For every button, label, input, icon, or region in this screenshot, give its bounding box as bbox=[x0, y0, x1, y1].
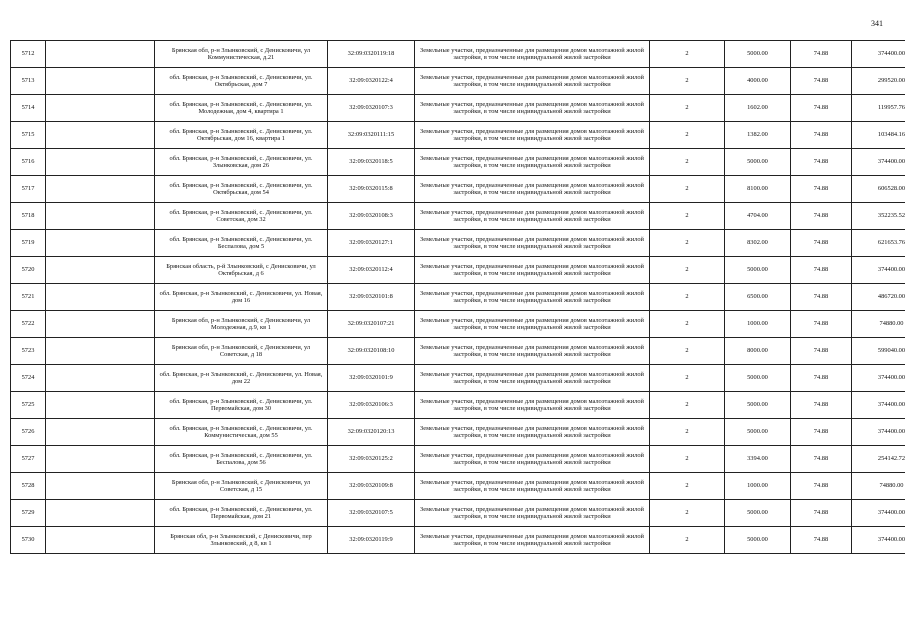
area-cell: 5000.00 bbox=[725, 419, 791, 446]
empty-cell bbox=[46, 284, 155, 311]
row-number: 5724 bbox=[11, 365, 46, 392]
permitted-use-cell: Земельные участки, предназначенные для размещения домов малоэтажной жилой застройки, в том числе индивидуальной жилой застройки bbox=[415, 392, 650, 419]
permitted-use-cell: Земельные участки, предназначенные для размещения домов малоэтажной жилой застройки, в том числе индивидуальной жилой застройки bbox=[415, 122, 650, 149]
category-cell: 2 bbox=[650, 392, 725, 419]
empty-cell bbox=[46, 365, 155, 392]
permitted-use-cell: Земельные участки, предназначенные для размещения домов малоэтажной жилой застройки, в том числе индивидуальной жилой застройки bbox=[415, 257, 650, 284]
cadastral-number-cell: 32:09:0320118:5 bbox=[328, 149, 415, 176]
specific-value-cell: 74.88 bbox=[791, 68, 852, 95]
area-cell: 5000.00 bbox=[725, 257, 791, 284]
cadastral-value-cell: 374400.00 bbox=[852, 41, 905, 68]
cadastral-value-cell: 254142.72 bbox=[852, 446, 905, 473]
cadastral-value-cell: 299520.00 bbox=[852, 68, 905, 95]
area-cell: 1382.00 bbox=[725, 122, 791, 149]
area-cell: 5000.00 bbox=[725, 149, 791, 176]
table-row bbox=[11, 95, 905, 122]
address-cell: обл. Брянская, р-н Злынковский, с. Денисковичи, ул. Злынковская, дом 26 bbox=[155, 149, 328, 176]
cadastral-value-cell: 103484.16 bbox=[852, 122, 905, 149]
cadastral-number-cell: 32:09:0320101:9 bbox=[328, 365, 415, 392]
table-row bbox=[11, 176, 905, 203]
cadastral-value-cell: 374400.00 bbox=[852, 527, 905, 554]
address-cell: обл. Брянская, р-н Злынковский, с. Денисковичи, ул. Советская, дом 32 bbox=[155, 203, 328, 230]
permitted-use-cell: Земельные участки, предназначенные для размещения домов малоэтажной жилой застройки, в том числе индивидуальной жилой застройки bbox=[415, 446, 650, 473]
empty-cell bbox=[46, 392, 155, 419]
address-cell: Брянская область, р-й Злынковский, с Денисковичи, ул Октябрьская, д 6 bbox=[155, 257, 328, 284]
area-cell: 5000.00 bbox=[725, 527, 791, 554]
cadastral-number-cell: 32:09:0320122:4 bbox=[328, 68, 415, 95]
permitted-use-cell: Земельные участки, предназначенные для размещения домов малоэтажной жилой застройки, в том числе индивидуальной жилой застройки bbox=[415, 500, 650, 527]
specific-value-cell: 74.88 bbox=[791, 257, 852, 284]
empty-cell bbox=[46, 122, 155, 149]
permitted-use-cell: Земельные участки, предназначенные для размещения домов малоэтажной жилой застройки, в том числе индивидуальной жилой застройки bbox=[415, 419, 650, 446]
area-cell: 4000.00 bbox=[725, 68, 791, 95]
table-row bbox=[11, 230, 905, 257]
cadastral-number-cell: 32:09:0320119:9 bbox=[328, 527, 415, 554]
category-cell: 2 bbox=[650, 311, 725, 338]
cadastral-number-cell: 32:09:0320107:3 bbox=[328, 95, 415, 122]
table-row bbox=[11, 68, 905, 95]
category-cell: 2 bbox=[650, 257, 725, 284]
table-row bbox=[11, 311, 905, 338]
category-cell: 2 bbox=[650, 473, 725, 500]
cadastral-number-cell: 32:09:0320112:4 bbox=[328, 257, 415, 284]
empty-cell bbox=[46, 41, 155, 68]
specific-value-cell: 74.88 bbox=[791, 446, 852, 473]
address-cell: обл. Брянская, р-н Злынковский, с. Денисковичи, ул. Октябрьская, дом 7 bbox=[155, 68, 328, 95]
page-number: 341 bbox=[871, 19, 883, 28]
category-cell: 2 bbox=[650, 500, 725, 527]
category-cell: 2 bbox=[650, 95, 725, 122]
permitted-use-cell: Земельные участки, предназначенные для размещения домов малоэтажной жилой застройки, в том числе индивидуальной жилой застройки bbox=[415, 203, 650, 230]
table-row bbox=[11, 500, 905, 527]
specific-value-cell: 74.88 bbox=[791, 95, 852, 122]
area-cell: 3394.00 bbox=[725, 446, 791, 473]
empty-cell bbox=[46, 230, 155, 257]
cadastral-number-cell: 32:09:0320111:15 bbox=[328, 122, 415, 149]
permitted-use-cell: Земельные участки, предназначенные для размещения домов малоэтажной жилой застройки, в том числе индивидуальной жилой застройки bbox=[415, 68, 650, 95]
table-row bbox=[11, 41, 905, 68]
cadastral-value-cell: 352235.52 bbox=[852, 203, 905, 230]
address-cell: обл. Брянская, р-н Злынковский, с. Денисковичи, ул. Новая, дом 22 bbox=[155, 365, 328, 392]
cadastral-value-cell: 74880.00 bbox=[852, 311, 905, 338]
area-cell: 5000.00 bbox=[725, 500, 791, 527]
specific-value-cell: 74.88 bbox=[791, 338, 852, 365]
empty-cell bbox=[46, 419, 155, 446]
table-row bbox=[11, 284, 905, 311]
area-cell: 1000.00 bbox=[725, 311, 791, 338]
empty-cell bbox=[46, 95, 155, 122]
specific-value-cell: 74.88 bbox=[791, 500, 852, 527]
cadastral-number-cell: 32:09:0320106:3 bbox=[328, 392, 415, 419]
specific-value-cell: 74.88 bbox=[791, 176, 852, 203]
cadastral-number-cell: 32:09:0320120:13 bbox=[328, 419, 415, 446]
table-row bbox=[11, 473, 905, 500]
permitted-use-cell: Земельные участки, предназначенные для размещения домов малоэтажной жилой застройки, в том числе индивидуальной жилой застройки bbox=[415, 338, 650, 365]
specific-value-cell: 74.88 bbox=[791, 365, 852, 392]
category-cell: 2 bbox=[650, 176, 725, 203]
empty-cell bbox=[46, 257, 155, 284]
table-body bbox=[11, 41, 905, 554]
empty-cell bbox=[46, 446, 155, 473]
row-number: 5723 bbox=[11, 338, 46, 365]
cadastral-number-cell: 32:09:0320119:18 bbox=[328, 41, 415, 68]
permitted-use-cell: Земельные участки, предназначенные для размещения домов малоэтажной жилой застройки, в том числе индивидуальной жилой застройки bbox=[415, 365, 650, 392]
cadastral-value-cell: 119957.76 bbox=[852, 95, 905, 122]
permitted-use-cell: Земельные участки, предназначенные для размещения домов малоэтажной жилой застройки, в том числе индивидуальной жилой застройки bbox=[415, 95, 650, 122]
cadastral-number-cell: 32:09:0320108:10 bbox=[328, 338, 415, 365]
cadastral-value-cell: 621653.76 bbox=[852, 230, 905, 257]
cadastral-number-cell: 32:09:0320127:1 bbox=[328, 230, 415, 257]
cadastral-value-cell: 374400.00 bbox=[852, 419, 905, 446]
address-cell: Брянская обл, р-н Злынковский, с Денисковичи, ул Советская, д 18 bbox=[155, 338, 328, 365]
empty-cell bbox=[46, 203, 155, 230]
permitted-use-cell: Земельные участки, предназначенные для размещения домов малоэтажной жилой застройки, в том числе индивидуальной жилой застройки bbox=[415, 311, 650, 338]
row-number: 5720 bbox=[11, 257, 46, 284]
table-row bbox=[11, 527, 905, 554]
category-cell: 2 bbox=[650, 338, 725, 365]
empty-cell bbox=[46, 68, 155, 95]
cadastral-value-cell: 374400.00 bbox=[852, 365, 905, 392]
area-cell: 5000.00 bbox=[725, 365, 791, 392]
specific-value-cell: 74.88 bbox=[791, 149, 852, 176]
address-cell: обл. Брянская, р-н Злынковский, с. Денисковичи, ул. Беспалова, дом 5 bbox=[155, 230, 328, 257]
area-cell: 6500.00 bbox=[725, 284, 791, 311]
empty-cell bbox=[46, 527, 155, 554]
row-number: 5722 bbox=[11, 311, 46, 338]
address-cell: Брянская обл, р-н Злынковский, с Денисковичи, ул Коммунистическая, д.21 bbox=[155, 41, 328, 68]
address-cell: обл. Брянская, р-н Злынковский, с. Денисковичи, ул. Коммунистическая, дом 55 bbox=[155, 419, 328, 446]
category-cell: 2 bbox=[650, 230, 725, 257]
cadastral-number-cell: 32:09:0320109:8 bbox=[328, 473, 415, 500]
cadastral-number-cell: 32:09:0320108:3 bbox=[328, 203, 415, 230]
address-cell: обл. Брянская, р-н Злынковский, с. Денисковичи, ул. Первомайская, дом 30 bbox=[155, 392, 328, 419]
cadastral-value-cell: 374400.00 bbox=[852, 257, 905, 284]
cadastral-value-cell: 374400.00 bbox=[852, 392, 905, 419]
specific-value-cell: 74.88 bbox=[791, 41, 852, 68]
permitted-use-cell: Земельные участки, предназначенные для размещения домов малоэтажной жилой застройки, в том числе индивидуальной жилой застройки bbox=[415, 284, 650, 311]
cadastral-number-cell: 32:09:0320115:8 bbox=[328, 176, 415, 203]
address-cell: обл. Брянская, р-н Злынковский, с. Денисковичи, ул. Беспалова, дом 56 bbox=[155, 446, 328, 473]
category-cell: 2 bbox=[650, 284, 725, 311]
permitted-use-cell: Земельные участки, предназначенные для размещения домов малоэтажной жилой застройки, в том числе индивидуальной жилой застройки bbox=[415, 149, 650, 176]
category-cell: 2 bbox=[650, 365, 725, 392]
cadastral-number-cell: 32:09:0320101:8 bbox=[328, 284, 415, 311]
category-cell: 2 bbox=[650, 41, 725, 68]
permitted-use-cell: Земельные участки, предназначенные для размещения домов малоэтажной жилой застройки, в том числе индивидуальной жилой застройки bbox=[415, 41, 650, 68]
area-cell: 5000.00 bbox=[725, 41, 791, 68]
empty-cell bbox=[46, 176, 155, 203]
cadastral-value-cell: 486720.00 bbox=[852, 284, 905, 311]
category-cell: 2 bbox=[650, 527, 725, 554]
category-cell: 2 bbox=[650, 68, 725, 95]
empty-cell bbox=[46, 473, 155, 500]
table-row bbox=[11, 419, 905, 446]
permitted-use-cell: Земельные участки, предназначенные для размещения домов малоэтажной жилой застройки, в том числе индивидуальной жилой застройки bbox=[415, 176, 650, 203]
table-row bbox=[11, 365, 905, 392]
address-cell: Брянская обл, р-н Злынковский, с Денисковичи, ул Советская, д 15 bbox=[155, 473, 328, 500]
permitted-use-cell: Земельные участки, предназначенные для размещения домов малоэтажной жилой застройки, в том числе индивидуальной жилой застройки bbox=[415, 527, 650, 554]
row-number: 5729 bbox=[11, 500, 46, 527]
specific-value-cell: 74.88 bbox=[791, 284, 852, 311]
table-row bbox=[11, 149, 905, 176]
cadastral-value-cell: 374400.00 bbox=[852, 500, 905, 527]
row-number: 5714 bbox=[11, 95, 46, 122]
category-cell: 2 bbox=[650, 149, 725, 176]
table-row bbox=[11, 338, 905, 365]
table-row bbox=[11, 257, 905, 284]
cadastral-number-cell: 32:09:0320107:21 bbox=[328, 311, 415, 338]
permitted-use-cell: Земельные участки, предназначенные для размещения домов малоэтажной жилой застройки, в том числе индивидуальной жилой застройки bbox=[415, 473, 650, 500]
cadastral-number-cell: 32:09:0320125:2 bbox=[328, 446, 415, 473]
row-number: 5713 bbox=[11, 68, 46, 95]
category-cell: 2 bbox=[650, 446, 725, 473]
empty-cell bbox=[46, 311, 155, 338]
area-cell: 1000.00 bbox=[725, 473, 791, 500]
area-cell: 8302.00 bbox=[725, 230, 791, 257]
cadastral-value-cell: 374400.00 bbox=[852, 149, 905, 176]
cadastral-value-cell: 74880.00 bbox=[852, 473, 905, 500]
empty-cell bbox=[46, 500, 155, 527]
empty-cell bbox=[46, 149, 155, 176]
land-plots-table bbox=[10, 40, 905, 554]
area-cell: 1602.00 bbox=[725, 95, 791, 122]
row-number: 5716 bbox=[11, 149, 46, 176]
address-cell: обл. Брянская, р-н Злынковский, с. Денисковичи, ул. Октябрьская, дом 16, квартира 1 bbox=[155, 122, 328, 149]
category-cell: 2 bbox=[650, 203, 725, 230]
row-number: 5719 bbox=[11, 230, 46, 257]
address-cell: обл. Брянская, р-н Злынковский, с. Денисковичи, ул. Первомайская, дом 21 bbox=[155, 500, 328, 527]
row-number: 5730 bbox=[11, 527, 46, 554]
row-number: 5715 bbox=[11, 122, 46, 149]
row-number: 5718 bbox=[11, 203, 46, 230]
row-number: 5721 bbox=[11, 284, 46, 311]
specific-value-cell: 74.88 bbox=[791, 203, 852, 230]
specific-value-cell: 74.88 bbox=[791, 473, 852, 500]
permitted-use-cell: Земельные участки, предназначенные для размещения домов малоэтажной жилой застройки, в том числе индивидуальной жилой застройки bbox=[415, 230, 650, 257]
table-row bbox=[11, 446, 905, 473]
specific-value-cell: 74.88 bbox=[791, 527, 852, 554]
row-number: 5727 bbox=[11, 446, 46, 473]
specific-value-cell: 74.88 bbox=[791, 392, 852, 419]
area-cell: 4704.00 bbox=[725, 203, 791, 230]
area-cell: 5000.00 bbox=[725, 392, 791, 419]
area-cell: 8100.00 bbox=[725, 176, 791, 203]
table-row bbox=[11, 392, 905, 419]
empty-cell bbox=[46, 338, 155, 365]
address-cell: Брянская обл, р-н Злынковский, с Денисковичи, пер Злынковский, д 8, кв 1 bbox=[155, 527, 328, 554]
specific-value-cell: 74.88 bbox=[791, 230, 852, 257]
table-row bbox=[11, 203, 905, 230]
cadastral-number-cell: 32:09:0320107:5 bbox=[328, 500, 415, 527]
row-number: 5725 bbox=[11, 392, 46, 419]
row-number: 5728 bbox=[11, 473, 46, 500]
specific-value-cell: 74.88 bbox=[791, 419, 852, 446]
specific-value-cell: 74.88 bbox=[791, 122, 852, 149]
address-cell: обл. Брянская, р-н Злынковский, с. Денисковичи, ул. Новая, дом 16 bbox=[155, 284, 328, 311]
table-row bbox=[11, 122, 905, 149]
row-number: 5717 bbox=[11, 176, 46, 203]
address-cell: Брянская обл, р-н Злынковский, с Денисковичи, ул Молодежная, д.9, кв 1 bbox=[155, 311, 328, 338]
area-cell: 8000.00 bbox=[725, 338, 791, 365]
address-cell: обл. Брянская, р-н Злынковский, с. Денисковичи, ул. Молодежная, дом 4, квартира 1 bbox=[155, 95, 328, 122]
row-number: 5726 bbox=[11, 419, 46, 446]
category-cell: 2 bbox=[650, 419, 725, 446]
specific-value-cell: 74.88 bbox=[791, 311, 852, 338]
cadastral-value-cell: 599040.00 bbox=[852, 338, 905, 365]
row-number: 5712 bbox=[11, 41, 46, 68]
category-cell: 2 bbox=[650, 122, 725, 149]
address-cell: обл. Брянская, р-н Злынковский, с. Денисковичи, ул. Октябрьская, дом 54 bbox=[155, 176, 328, 203]
cadastral-value-cell: 606528.00 bbox=[852, 176, 905, 203]
